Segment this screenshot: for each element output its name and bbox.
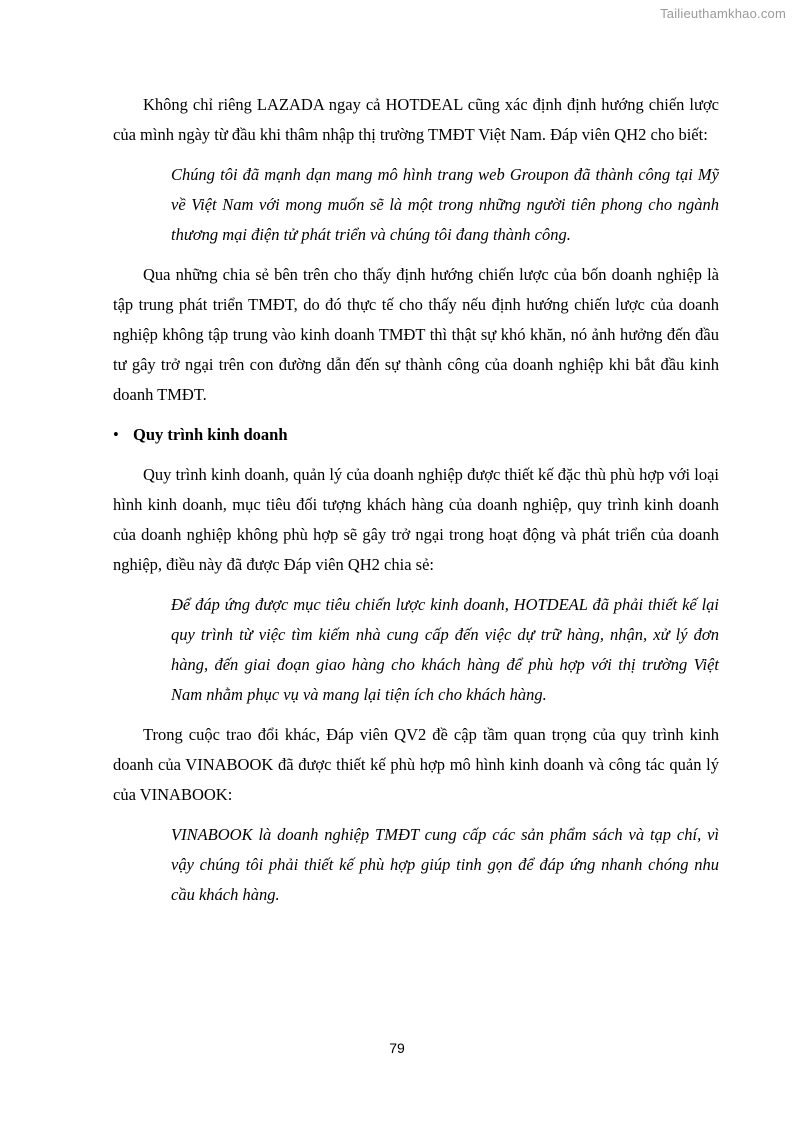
- bullet-heading-text: Quy trình kinh doanh: [133, 425, 288, 444]
- quote-qh2-hotdeal-process: Để đáp ứng được mục tiêu chiến lược kinh doanh, HOTDEAL đã phải thiết kế lại quy trình từ việc tìm kiếm nhà cung cấp đến việc dự trữ hàng, nhận, xử lý đơn hàng, đến giai đoạn giao hàng cho khách hàng để phù hợp với thị trường Việt Nam nhằm phục vụ và mang lại tiện ích cho khách hàng.: [171, 595, 719, 704]
- bullet-icon: •: [113, 425, 119, 444]
- watermark-text: Tailieuthamkhao.com: [660, 6, 786, 21]
- page-number: 79: [389, 1040, 405, 1056]
- paragraph-strategy-summary: Qua những chia sẻ bên trên cho thấy định hướng chiến lược của bốn doanh nghiệp là tập trung phát triển TMĐT, do đó thực tế cho thấy nếu định hướng chiến lược của doanh nghiệp không tập trung vào kinh doanh TMĐT thì thật sự khó khăn, nó ảnh hưởng đến đầu tư gây trở ngại trên con đường dẫn đến sự thành công của doanh nghiệp khi bắt đầu kinh doanh TMĐT.: [113, 265, 719, 404]
- bullet-heading-business-process: [113, 420, 719, 450]
- document-body: [113, 90, 719, 920]
- paragraph-business-process: Quy trình kinh doanh, quản lý của doanh nghiệp được thiết kế đặc thù phù hợp với loại hình kinh doanh, mục tiêu đối tượng khách hàng của doanh nghiệp, quy trình kinh doanh của doanh nghiệp không phù hợp sẽ gây trở ngại trong hoạt động và phát triển của doanh nghiệp, điều này đã được Đáp viên QH2 chia sẻ:: [113, 465, 719, 574]
- paragraph-qv2-vinabook: Trong cuộc trao đổi khác, Đáp viên QV2 đề cập tầm quan trọng của quy trình kinh doanh của VINABOOK đã được thiết kế phù hợp mô hình kinh doanh và công tác quản lý của VINABOOK:: [113, 725, 719, 804]
- quote-vinabook: VINABOOK là doanh nghiệp TMĐT cung cấp các sản phẩm sách và tạp chí, vì vậy chúng tôi phải thiết kế phù hợp giúp tinh gọn để đáp ứng nhanh chóng nhu cầu khách hàng.: [171, 825, 719, 904]
- paragraph-lazada-hotdeal: Không chỉ riêng LAZADA ngay cả HOTDEAL cũng xác định định hướng chiến lược của mình ngày từ đầu khi thâm nhập thị trường TMĐT Việt Nam. Đáp viên QH2 cho biết:: [113, 95, 719, 144]
- quote-qh2-groupon: Chúng tôi đã mạnh dạn mang mô hình trang web Groupon đã thành công tại Mỹ về Việt Nam với mong muốn sẽ là một trong những người tiên phong cho ngành thương mại điện tử phát triển và chúng tôi đang thành công.: [171, 165, 719, 244]
